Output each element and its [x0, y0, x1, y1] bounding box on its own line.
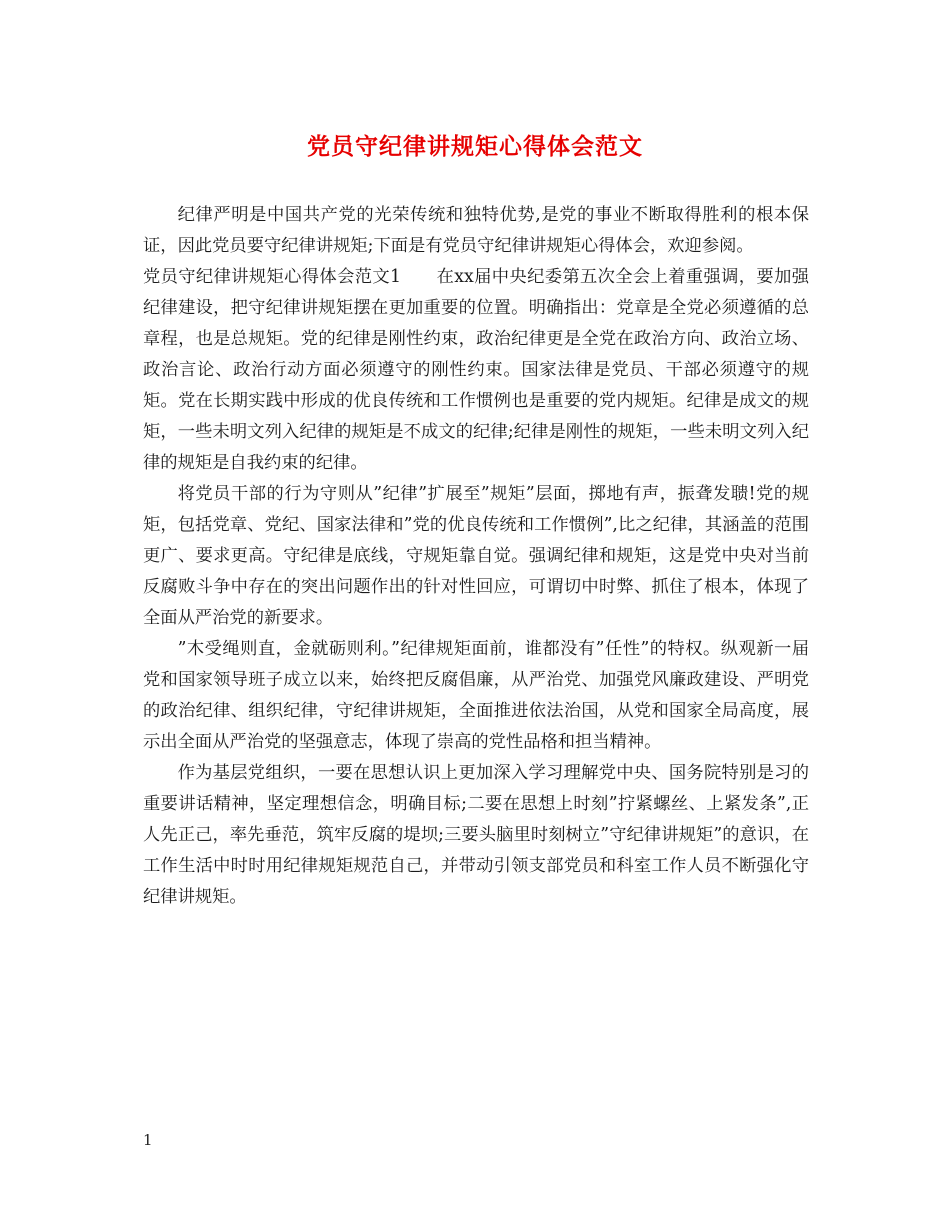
paragraph-grassroots: 作为基层党组织，一要在思想认识上更加深入学习理解党中央、国务院特别是习的重要讲话精神，坚定理想信念，明确目标;二要在思想上时刻”拧紧螺丝、上紧发条”,正人先正己，率先垂范，筑牢反腐的堤坝;三要头脑里时刻树立”守纪律讲规矩”的意识，在工作生活中时时用纪律规矩规范自己，并带动引领支部党员和科室工作人员不断强化守纪律讲规矩。	[143, 763, 809, 907]
paragraph-rules: 将党员干部的行为守则从”纪律”扩展至”规矩”层面，掷地有声，振聋发聩!党的规矩，包括党章、党纪、国家法律和”党的优良传统和工作惯例”,比之纪律，其涵盖的范围更广、要求更高。守纪律是底线，守规矩靠自觉。强调纪律和规矩，这是党中央对当前反腐败斗争中存在的突出问题作出的针对性回应，可谓切中时弊、抓住了根本，体现了全面从严治党的新要求。	[143, 484, 809, 628]
page-number: 1	[143, 1131, 153, 1149]
paragraph-intro: 纪律严明是中国共产党的光荣传统和独特优势,是党的事业不断取得胜利的根本保证，因此党员要守纪律讲规矩;下面是有党员守纪律讲规矩心得体会，欢迎参阅。	[143, 205, 809, 256]
document-title: 党员守纪律讲规矩心得体会范文	[307, 133, 643, 160]
paragraph-quote: ”木受绳则直，金就砺则利。”纪律规矩面前，谁都没有”任性”的特权。纵观新一届党和国家领导班子成立以来，始终把反腐倡廉，从严治党、加强党风廉政建设、严明党的政治纪律、组织纪律，守纪律讲规矩，全面推进依法治国，从党和国家全局高度，展示出全面从严治党的坚强意志，体现了崇高的党性品格和担当精神。	[143, 639, 809, 752]
paragraph-section-1: 党员守纪律讲规矩心得体会范文1 在xx届中央纪委第五次全会上着重强调，要加强纪律建设，把守纪律讲规矩摆在更加重要的位置。明确指出：党章是全党必须遵循的总章程，也是总规矩。党的纪律是刚性约束，政治纪律更是全党在政治方向、政治立场、政治言论、政治行动方面必须遵守的刚性约束。国家法律是党员、干部必须遵守的规矩。党在长期实践中形成的优良传统和工作惯例也是重要的党内规矩。纪律是成文的规矩，一些未明文列入纪律的规矩是不成文的纪律;纪律是刚性的规矩，一些未明文列入纪律的规矩是自我约束的纪律。	[143, 267, 809, 473]
document-body	[143, 200, 809, 913]
